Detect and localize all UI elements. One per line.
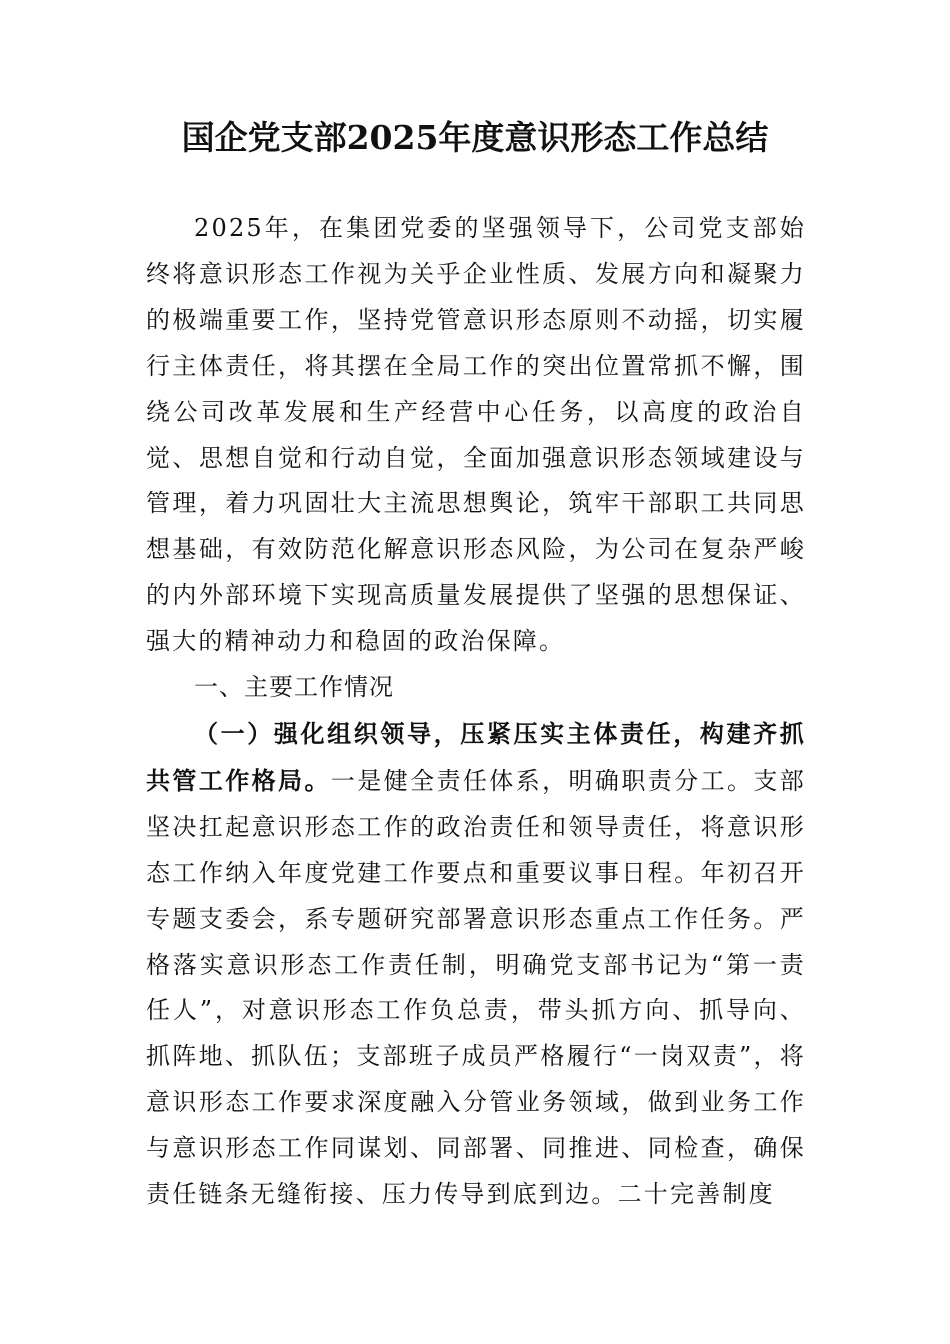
document-body	[146, 206, 806, 1218]
document-title: 国企党支部2025年度意识形态工作总结	[181, 118, 769, 157]
section-heading-main-work: 一、主要工作情况	[194, 673, 394, 702]
subsection-heading: （一）强化组织领导，压紧压实主体责任，构建齐抓共管工作格局。	[146, 718, 806, 795]
subsection-body-text: 一是健全责任体系，明确职责分工。支部坚决扛起意识形态工作的政治责任和领导责任，将意识形态工作纳入年度党建工作要点和重要议事日程。年初召开专题支委会，系专题研究部署意识形态重点工作任务。严格落实意识形态工作责任制，明确党支部书记为“第一责任人”，对意识形态工作负总责，带头抓方向、抓导向、抓阵地、抓队伍；支部班子成员严格履行“一岗双责”，将意识形态工作要求深度融入分管业务领域，做到业务工作与意识形态工作同谋划、同部署、同推进、同检查，确保责任链条无缝衔接、压力传导到底到边。二十完善制度	[146, 766, 806, 1209]
subsection-paragraph	[146, 711, 806, 1218]
intro-paragraph: 2025年，在集团党委的坚强领导下，公司党支部始终将意识形态工作视为关乎企业性质、发展方向和凝聚力的极端重要工作，坚持党管意识形态原则不动摇，切实履行主体责任，将其摆在全局工作的突出位置常抓不懈，围绕公司改革发展和生产经营中心任务，以高度的政治自觉、思想自觉和行动自觉，全面加强意识形态领域建设与管理，着力巩固壮大主流思想舆论，筑牢干部职工共同思想基础，有效防范化解意识形态风险，为公司在复杂严峻的内外部环境下实现高质量发展提供了坚强的思想保证、强大的精神动力和稳固的政治保障。	[146, 214, 806, 656]
